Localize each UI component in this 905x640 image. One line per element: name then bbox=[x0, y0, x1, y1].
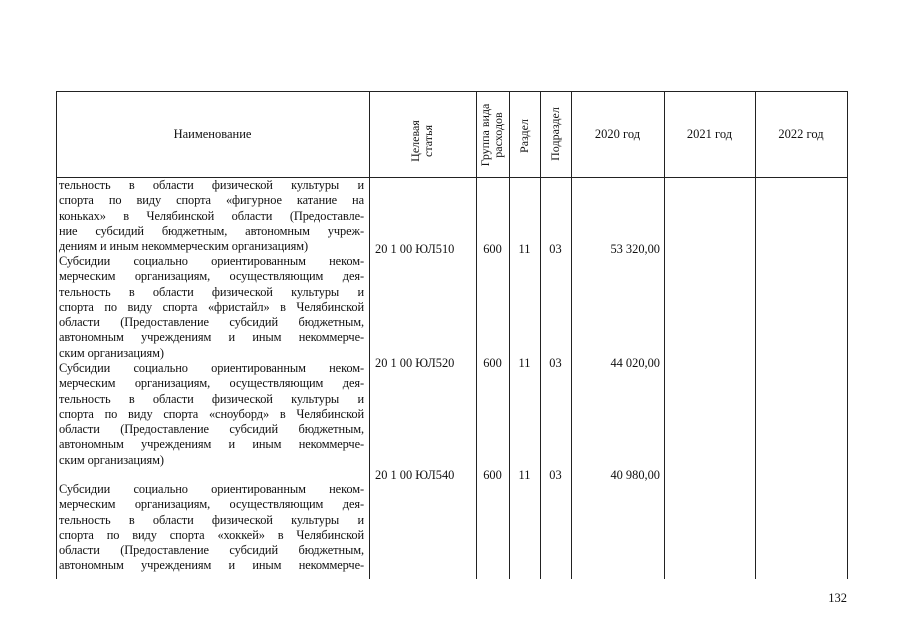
description-line: мерческим организациям, осуществляющим дея- bbox=[59, 376, 364, 391]
row-target-code: 20 1 00 ЮЛ520 bbox=[375, 356, 455, 370]
header-target-article bbox=[409, 96, 437, 186]
description-line: тельность в области физической культуры и bbox=[59, 178, 364, 192]
header-name: Наименование bbox=[173, 127, 252, 141]
description-line: области (Предоставление субсидий бюджетным, bbox=[59, 543, 364, 558]
header-2021: 2021 год bbox=[686, 127, 733, 141]
description-line: Субсидии социально ориентированным неком- bbox=[59, 361, 364, 375]
row-subsection: 03 bbox=[549, 468, 562, 482]
description-line: ским организациям) bbox=[59, 452, 164, 467]
row-section: 11 bbox=[518, 242, 531, 256]
row-amount-2020: 44 020,00 bbox=[610, 356, 660, 370]
description-line: спорта по виду спорта «хоккей» в Челябинской bbox=[59, 527, 364, 542]
column-divider bbox=[369, 91, 370, 579]
description-line: Субсидии социально ориентированным неком- bbox=[59, 254, 364, 268]
column-divider bbox=[476, 91, 477, 579]
column-divider bbox=[540, 91, 541, 579]
description-line: области (Предоставление субсидий бюджетным, bbox=[59, 422, 364, 437]
header-2020: 2020 год bbox=[594, 127, 641, 141]
row-description bbox=[59, 361, 364, 468]
column-divider bbox=[571, 91, 572, 579]
description-line: автономным учреждениям и иным некоммерче- bbox=[59, 437, 364, 452]
description-line: мерческим организациям, осуществляющим дея- bbox=[59, 497, 364, 512]
header-target-article-line1: Целевая bbox=[408, 120, 422, 162]
row-section: 11 bbox=[518, 468, 531, 482]
row-description bbox=[59, 254, 364, 361]
description-line: ние субсидий бюджетным, автономным учреж- bbox=[59, 223, 364, 238]
header-2022: 2022 год bbox=[778, 127, 824, 141]
column-divider bbox=[509, 91, 510, 579]
column-divider bbox=[755, 91, 756, 579]
table-left-border bbox=[56, 91, 57, 579]
description-line: спорта по виду спорта «фигурное катание на bbox=[59, 193, 364, 208]
row-expense-group: 600 bbox=[483, 242, 502, 256]
description-line: тельность в области физической культуры и bbox=[59, 512, 364, 527]
description-line: ским организациям) bbox=[59, 345, 164, 360]
header-subsection: Подраздел bbox=[548, 107, 562, 161]
row-description bbox=[59, 482, 364, 574]
header-target-article-line2: статья bbox=[421, 125, 435, 157]
row-amount-2020: 40 980,00 bbox=[610, 468, 660, 482]
description-line: автономным учреждениям и иным некоммерче- bbox=[59, 558, 364, 573]
table-right-border bbox=[847, 91, 848, 579]
description-line: автономным учреждениям и иным некоммерче- bbox=[59, 330, 364, 345]
row-amount-2020: 53 320,00 bbox=[610, 242, 660, 256]
description-line: спорта по виду спорта «сноуборд» в Челябинской bbox=[59, 406, 364, 421]
row-subsection: 03 bbox=[549, 356, 562, 370]
row-section: 11 bbox=[518, 356, 531, 370]
header-expense-group-line1: Группа вида bbox=[478, 103, 492, 167]
description-line: дениям и иным некоммерческим организациям) bbox=[59, 239, 308, 254]
description-line: тельность в области физической культуры и bbox=[59, 284, 364, 299]
row-expense-group: 600 bbox=[483, 468, 502, 482]
table-top-border bbox=[56, 91, 847, 92]
description-line: мерческим организациям, осуществляющим дея- bbox=[59, 269, 364, 284]
row-description bbox=[59, 178, 364, 254]
header-expense-group bbox=[479, 90, 507, 180]
row-expense-group: 600 bbox=[483, 356, 502, 370]
description-line: Субсидии социально ориентированным неком- bbox=[59, 482, 364, 496]
row-target-code: 20 1 00 ЮЛ510 bbox=[375, 242, 455, 256]
description-line: коньках» в Челябинской области (Предоставле- bbox=[59, 208, 364, 223]
description-line: спорта по виду спорта «фристайл» в Челябинской bbox=[59, 299, 364, 314]
row-subsection: 03 bbox=[549, 242, 562, 256]
header-expense-group-line2: расходов bbox=[491, 112, 505, 158]
page-number: 132 bbox=[828, 591, 847, 605]
description-line: тельность в области физической культуры и bbox=[59, 391, 364, 406]
header-section: Раздел bbox=[517, 119, 531, 153]
description-line: области (Предоставление субсидий бюджетным, bbox=[59, 315, 364, 330]
budget-table bbox=[56, 91, 847, 579]
column-divider bbox=[664, 91, 665, 579]
row-target-code: 20 1 00 ЮЛ540 bbox=[375, 468, 455, 482]
